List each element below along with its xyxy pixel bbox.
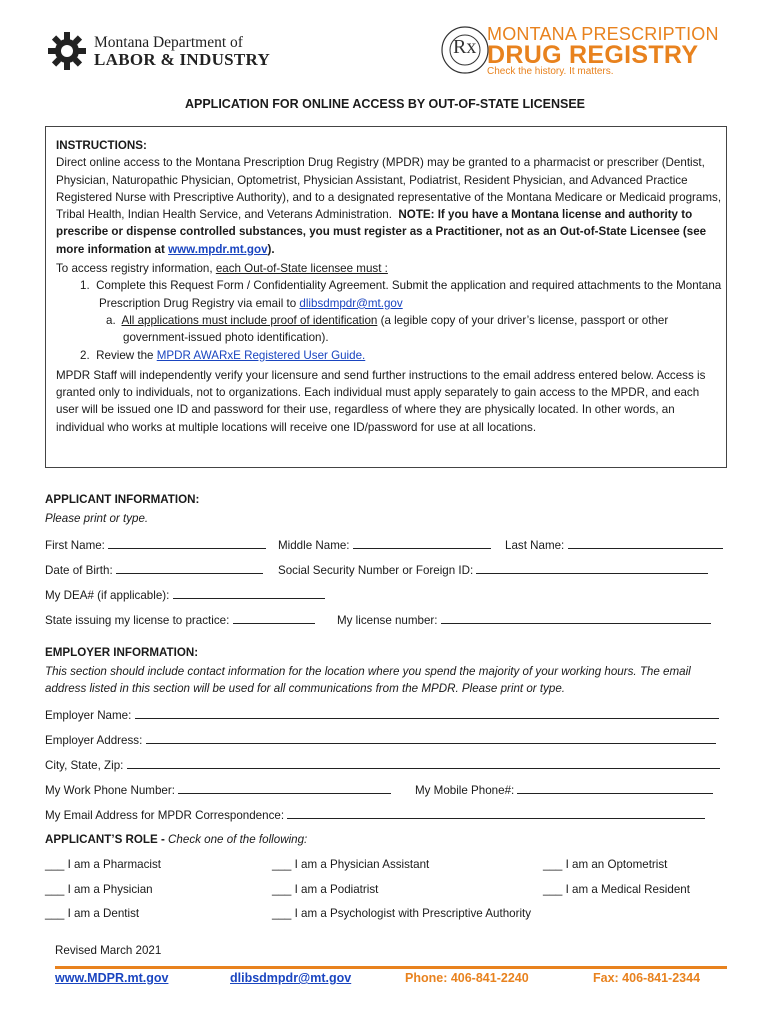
ssn-field[interactable] (476, 561, 708, 574)
footer (0, 971, 770, 991)
role-medical-resident[interactable]: ___ I am a Medical Resident (543, 883, 690, 896)
footer-email-link[interactable]: dlibsdmpdr@mt.gov (230, 971, 352, 985)
employer-heading: EMPLOYER INFORMATION: (45, 646, 199, 659)
revised-date: Revised March 2021 (55, 944, 162, 957)
role-heading: APPLICANT’S ROLE - (45, 833, 165, 846)
middle-name-label: Middle Name: (278, 539, 350, 552)
email-label: My Email Address for MPDR Correspondence: (45, 809, 285, 822)
footer-fax: Fax: 406-841-2344 (593, 971, 701, 985)
ssn-label: Social Security Number or Foreign ID: (278, 564, 474, 577)
employer-name-label: Employer Name: (45, 709, 132, 722)
last-name-field[interactable] (568, 536, 723, 549)
footer-website-link[interactable]: www.MDPR.mt.gov (55, 971, 169, 985)
role-physician[interactable]: ___ I am a Physician (45, 883, 153, 896)
footer-divider (55, 966, 727, 969)
work-phone-label: My Work Phone Number: (45, 784, 175, 797)
city-field[interactable] (127, 756, 720, 769)
instructions-section (56, 137, 722, 436)
city-label: City, State, Zip: (45, 759, 124, 772)
dol-logo-text (94, 34, 270, 68)
step-1a: a. All applications must include proof of identification (a legible copy of your driver’s license, passport or other government-issued photo identification). (106, 313, 669, 345)
employer-address-field[interactable] (146, 731, 716, 744)
employer-address-row (45, 731, 716, 748)
license-field[interactable] (441, 611, 711, 624)
dob-field[interactable] (116, 561, 263, 574)
role-podiatrist[interactable]: ___ I am a Podiatrist (272, 883, 379, 896)
applicant-sub: Please print or type. (45, 512, 149, 525)
mobile-field[interactable] (517, 781, 713, 794)
last-name-row (505, 536, 723, 553)
dea-row (45, 586, 325, 603)
last-name-label: Last Name: (505, 539, 565, 552)
instructions-para2: MPDR Staff will independently verify your licensure and send further instructions to the email address entered below. Access is granted only to individuals, not to organizations. Each individual must apply separately to gain access to the MPDR, and each user will be issued one ID and password for their use, regardless of where they are physically located. In other words, an individual who works at multiple locations will receive one ID/password for use at all locations. (56, 368, 706, 434)
state-license-row (45, 611, 315, 628)
employer-name-field[interactable] (135, 706, 719, 719)
first-name-row (45, 536, 266, 553)
mpdr-seal-rx: Rx (453, 36, 477, 58)
work-phone-field[interactable] (178, 781, 391, 794)
city-row (45, 756, 720, 773)
email-link[interactable]: dlibsdmpdr@mt.gov (299, 296, 403, 310)
access-line: To access registry information, each Out-of-State licensee must : (56, 262, 388, 276)
first-name-label: First Name: (45, 539, 105, 552)
mobile-row (415, 781, 713, 798)
employer-sub: This section should include contact information for the location where you spend the majority of your working hours. The email address listed in this section will be used for all communications from the MPDR. Please print or type. (45, 665, 691, 696)
role-optometrist[interactable]: ___ I am an Optometrist (543, 858, 668, 871)
license-number-row (337, 611, 711, 628)
email-field[interactable] (287, 806, 705, 819)
instructions-para1: Direct online access to the Montana Prescription Drug Registry (MPDR) may be granted to a pharmacist or prescriber (Dentist, Physician, Naturopathic Physician, Optometrist, Physician Assistant, Podiatrist, Resident Physician, and Advanced Practice Registered Nurse with Prescriptive Authority), and to a designated representative of the Montana Medicare or Medicaid programs, Tribal Health, Indian Health Service, and Veterans Administration. NOTE: If you have a Montana license and authority to prescribe or dispense controlled substances, you must register as a Practitioner, not as an Out-of-State Licensee (see more information at www.mpdr.mt.gov). (56, 156, 722, 256)
employer-address-label: Employer Address: (45, 734, 143, 747)
dol-gear-logo-icon (46, 30, 88, 72)
dob-row (45, 561, 263, 578)
dob-label: Date of Birth: (45, 564, 113, 577)
state-label: State issuing my license to practice: (45, 614, 230, 627)
middle-name-row (278, 536, 491, 553)
first-name-field[interactable] (108, 536, 266, 549)
work-phone-row (45, 781, 391, 798)
mpdr-line2: DRUG REGISTRY (487, 41, 699, 69)
step-2: 2. Review the MPDR AWARxE Registered User Guide. (80, 348, 366, 362)
employer-name-row (45, 706, 719, 723)
dol-line1: Montana Department of (94, 34, 243, 51)
role-physician-assistant[interactable]: ___ I am a Physician Assistant (272, 858, 430, 871)
user-guide-link[interactable]: MPDR AWARxE Registered User Guide. (156, 348, 366, 362)
role-dentist[interactable]: ___ I am a Dentist (45, 907, 140, 920)
mobile-label: My Mobile Phone#: (415, 784, 515, 797)
middle-name-field[interactable] (353, 536, 491, 549)
dol-line2: LABOR & INDUSTRY (94, 50, 271, 69)
dea-label: My DEA# (if applicable): (45, 589, 170, 602)
email-row (45, 806, 705, 823)
mpdr-website-link[interactable]: www.mpdr.mt.gov (168, 242, 268, 256)
state-field[interactable] (233, 611, 315, 624)
role-pharmacist[interactable]: ___ I am a Pharmacist (45, 858, 162, 871)
role-psychologist[interactable]: ___ I am a Psychologist with Prescriptive Authority (272, 907, 532, 920)
role-heading-row (45, 831, 307, 848)
step-1: 1. Complete this Request Form / Confidentiality Agreement. Submit the application and required attachments to the Montana Prescription Drug Registry via email to dlibsdmpdr@mt.gov (80, 279, 722, 310)
mpdr-tagline: Check the history. It matters. (487, 66, 614, 77)
dea-field[interactable] (173, 586, 325, 599)
instructions-heading: INSTRUCTIONS: (56, 139, 147, 152)
page-title: APPLICATION FOR ONLINE ACCESS BY OUT-OF-STATE LICENSEE (184, 97, 586, 111)
role-sub: Check one of the following: (168, 833, 308, 846)
mpdr-line1: MONTANA PRESCRIPTION (487, 24, 719, 44)
applicant-heading: APPLICANT INFORMATION: (45, 493, 200, 506)
license-label: My license number: (337, 614, 438, 627)
footer-phone: Phone: 406-841-2240 (405, 971, 529, 985)
ssn-row (278, 561, 708, 578)
